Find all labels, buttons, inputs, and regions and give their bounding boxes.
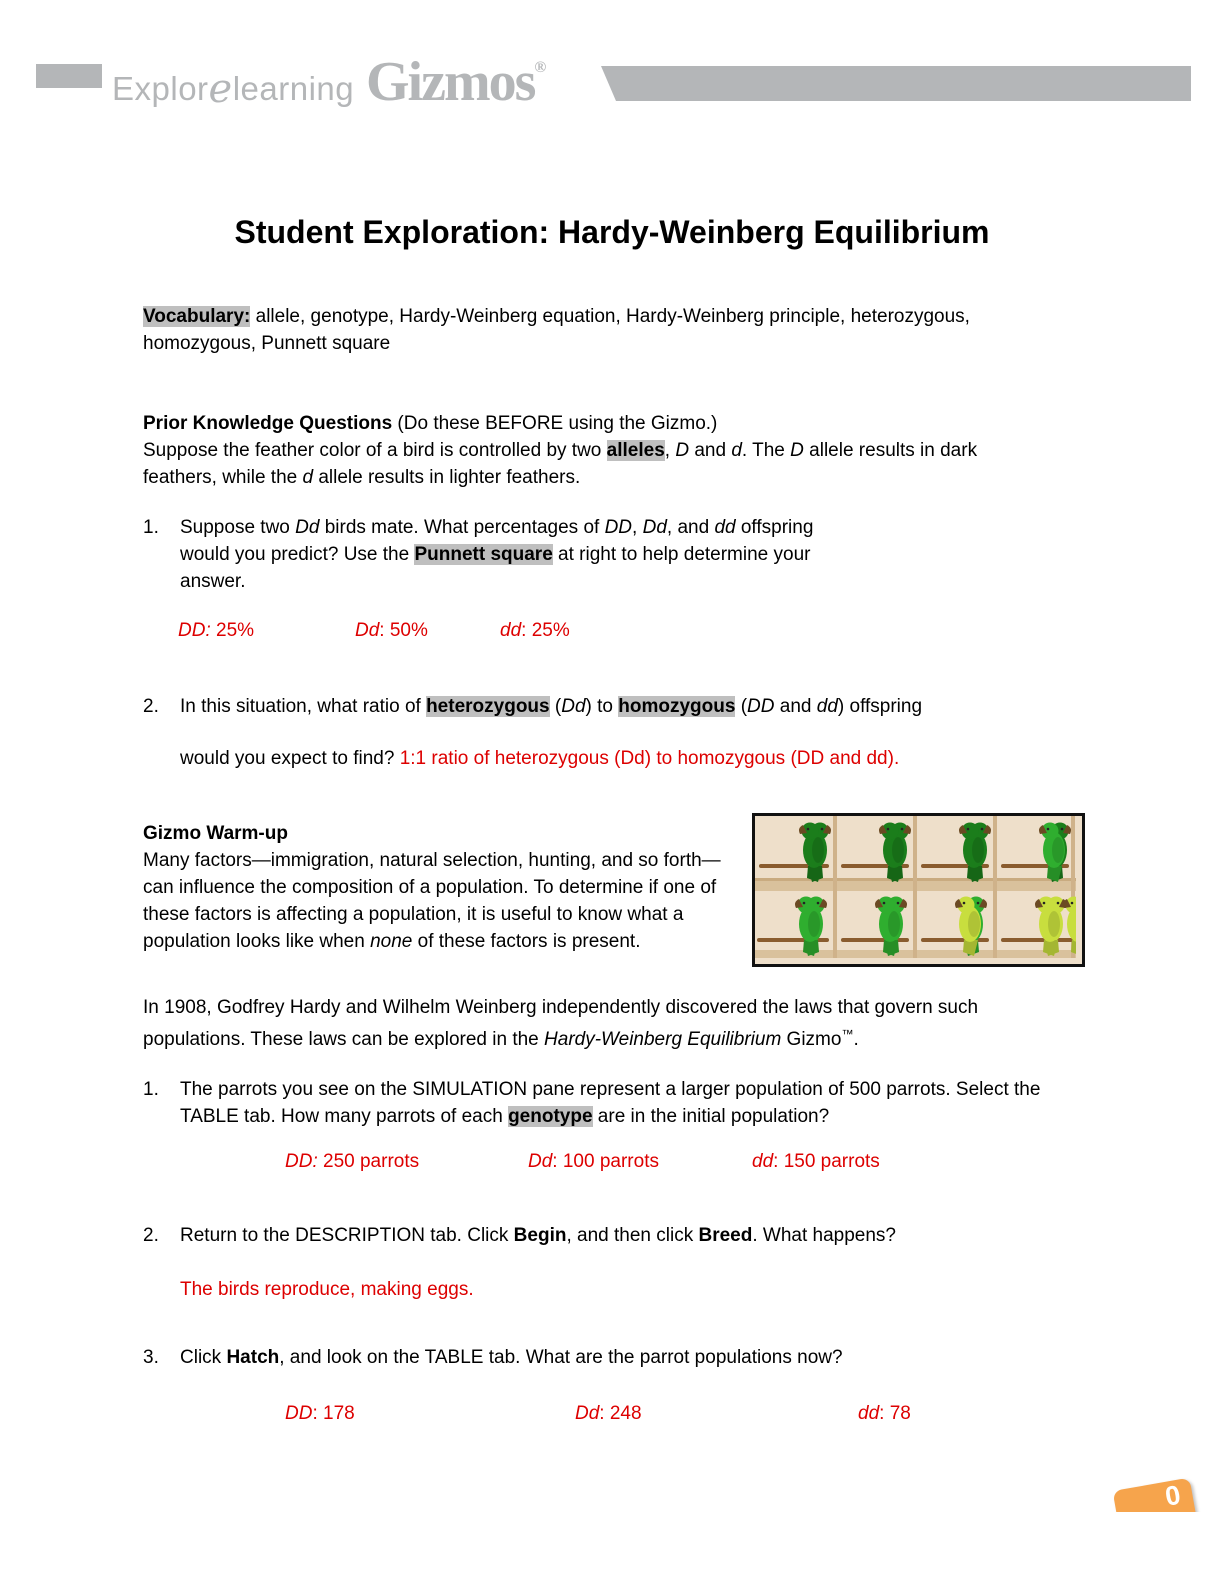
q1-DD: DD — [604, 517, 633, 538]
question-2-answer-line — [180, 745, 899, 772]
q1-dd: dd — [714, 517, 736, 538]
warmup-q1-text — [180, 1076, 1080, 1130]
brand-script-e: e — [208, 66, 233, 112]
intro-text: , — [664, 440, 676, 461]
allele-d: d — [302, 467, 314, 488]
orange-tag-icon — [1113, 1478, 1198, 1512]
wq2-text: . What happens? — [752, 1225, 896, 1246]
prior-knowledge-heading-bold: Prior Knowledge Questions — [143, 413, 393, 434]
question-2-number: 2. — [143, 696, 159, 717]
prior-knowledge-heading — [143, 410, 1048, 437]
q1-text: birds mate. What percentages of — [319, 517, 605, 538]
allele-D: D — [675, 440, 690, 461]
answer-Dd — [528, 1148, 659, 1175]
question-2-text — [180, 693, 1140, 720]
question-2 — [143, 693, 1163, 720]
answer-label: DD — [285, 1403, 313, 1424]
warmup-section — [143, 820, 733, 955]
corner-badge — [1106, 1476, 1206, 1512]
answer-value: 250 parrots — [317, 1151, 420, 1172]
answer-value: 25% — [210, 620, 255, 641]
q2-DD: DD — [747, 696, 775, 717]
q2-text: and — [774, 696, 817, 717]
answer-label: Dd — [575, 1403, 600, 1424]
genotype-highlight: genotype — [508, 1106, 593, 1127]
question-1 — [143, 514, 828, 595]
explorelearning-logo — [112, 66, 355, 112]
answer-label: DD: — [178, 620, 211, 641]
q2-answer: 1:1 ratio of heterozygous (Dd) to homozygous (DD and dd). — [399, 748, 900, 769]
answer-label: dd — [858, 1403, 880, 1424]
warmup-heading: Gizmo Warm-up — [143, 823, 288, 844]
punnett-square-highlight: Punnett square — [414, 544, 553, 565]
answer-value: : 150 parrots — [773, 1151, 880, 1172]
answer-value: : 25% — [521, 620, 570, 641]
begin-bold: Begin — [513, 1225, 567, 1246]
hatch-bold: Hatch — [226, 1347, 280, 1368]
answer-label: Dd — [355, 620, 380, 641]
brand-left-block — [36, 64, 102, 88]
allele-d: d — [731, 440, 742, 461]
heterozygous-highlight: heterozygous — [426, 696, 550, 717]
warmup-paragraph — [143, 847, 721, 955]
answer-Dd — [575, 1400, 642, 1427]
parrot-population-image — [752, 813, 1085, 967]
answer-label: dd — [500, 620, 522, 641]
answer-label: dd — [752, 1151, 774, 1172]
q1-Dd: Dd — [295, 517, 320, 538]
intro-text: Suppose the feather color of a bird is controlled by two — [143, 440, 607, 461]
intro-text: allele results in lighter feathers. — [313, 467, 581, 488]
brand-ribbon-bar — [601, 66, 1191, 101]
q2-text: ( — [735, 696, 748, 717]
q1-text: , and — [666, 517, 715, 538]
intro-text: allele results in dark feathers, while the — [143, 440, 978, 488]
answer-dd — [858, 1400, 911, 1427]
registered-mark: ® — [534, 59, 547, 76]
gizmo-title-italic: Hardy-Weinberg Equilibrium — [544, 1029, 782, 1050]
q2-text: ) to — [585, 696, 619, 717]
vocabulary-terms: allele, genotype, Hardy-Weinberg equation, Hardy-Weinberg principle, heterozygous, homozygous, Punnett square — [143, 306, 970, 354]
brand-suffix: learning — [232, 70, 355, 107]
wq2-text: , and then click — [566, 1225, 699, 1246]
answer-value: : 178 — [312, 1403, 355, 1424]
gizmos-logo — [366, 50, 546, 114]
question-1-number: 1. — [143, 517, 159, 538]
answer-DD — [285, 1148, 419, 1175]
q1-text: , — [632, 517, 643, 538]
trademark-mark: ™ — [841, 1027, 854, 1041]
q1-Dd: Dd — [642, 517, 667, 538]
warmup-question-3 — [143, 1344, 1143, 1371]
q2-text: In this situation, what ratio of — [180, 696, 427, 717]
vocabulary-label: Vocabulary: — [143, 306, 251, 327]
warmup-text: of these factors is present. — [412, 931, 641, 952]
answer-label: Dd — [528, 1151, 553, 1172]
answer-label: DD: — [285, 1151, 318, 1172]
answer-Dd — [355, 617, 428, 644]
question-1-text — [180, 514, 828, 595]
answer-value: : 50% — [379, 620, 428, 641]
page-title: Student Exploration: Hardy-Weinberg Equilibrium — [234, 214, 990, 250]
wq3-text: Click — [180, 1347, 227, 1368]
wq3-text: , and look on the TABLE tab. What are the parrot populations now? — [279, 1347, 843, 1368]
homozygous-highlight: homozygous — [618, 696, 736, 717]
answer-value: : 78 — [879, 1403, 911, 1424]
q2-Dd: Dd — [561, 696, 586, 717]
history-paragraph — [143, 994, 1023, 1053]
warmup-q1-number: 1. — [143, 1079, 159, 1100]
warmup-q2-text — [180, 1222, 1120, 1249]
warmup-q2-number: 2. — [143, 1225, 159, 1246]
allele-D: D — [790, 440, 804, 461]
intro-text: and — [689, 440, 732, 461]
warmup-question-2 — [143, 1222, 1143, 1249]
answer-dd — [500, 617, 570, 644]
q1-text: Suppose two — [180, 517, 296, 538]
gizmos-wordmark: Gizmos — [366, 51, 535, 113]
warmup-q3-text — [180, 1344, 1120, 1371]
answer-value: : 248 — [599, 1403, 642, 1424]
warmup-question-1 — [143, 1076, 1080, 1130]
answer-DD — [178, 617, 254, 644]
parrot-image — [755, 816, 1076, 958]
warmup-q2-answer: The birds reproduce, making eggs. — [180, 1279, 474, 1300]
prior-knowledge-intro — [143, 437, 1028, 491]
warmup-q3-number: 3. — [143, 1347, 159, 1368]
badge-count: 0 — [1162, 1479, 1183, 1512]
answer-dd — [752, 1148, 880, 1175]
wq1-text: are in the initial population? — [592, 1106, 830, 1127]
wq2-text: Return to the DESCRIPTION tab. Click — [180, 1225, 514, 1246]
answer-DD — [285, 1400, 355, 1427]
prior-knowledge-heading-note: (Do these BEFORE using the Gizmo.) — [392, 413, 718, 434]
q2-text: ) offspring — [837, 696, 923, 717]
wq1-text: The parrots you see on the SIMULATION pane represent a larger population of 500 parrots. Select the TABLE tab. How many parrots of each — [180, 1079, 1041, 1127]
prior-knowledge-section — [143, 410, 1048, 491]
q1-text: at right to help determine your answer. — [180, 544, 811, 592]
alleles-highlight: alleles — [606, 440, 665, 461]
history-text: In 1908, Godfrey Hardy and Wilhelm Weinberg independently discovered the laws that govern such populations. These laws can be explored in the — [143, 997, 979, 1050]
warmup-text: Many factors—immigration, natural selection, hunting, and so forth—can influence the composition of a population. To determine if one of these factors is affecting a population, it is useful to know what a population looks like when — [143, 850, 721, 952]
brand-prefix: Explor — [112, 70, 209, 107]
history-text: . — [853, 1029, 859, 1050]
breed-bold: Breed — [698, 1225, 753, 1246]
warmup-none-italic: none — [370, 931, 413, 952]
intro-text: . The — [741, 440, 791, 461]
vocabulary-paragraph — [143, 303, 1013, 357]
q2-prompt: would you expect to find? — [180, 748, 400, 769]
history-text: Gizmo — [781, 1029, 842, 1050]
q1-text: offspring would you predict? Use the — [180, 517, 814, 565]
answer-value: : 100 parrots — [552, 1151, 659, 1172]
q2-text: ( — [549, 696, 562, 717]
q2-dd: dd — [816, 696, 838, 717]
